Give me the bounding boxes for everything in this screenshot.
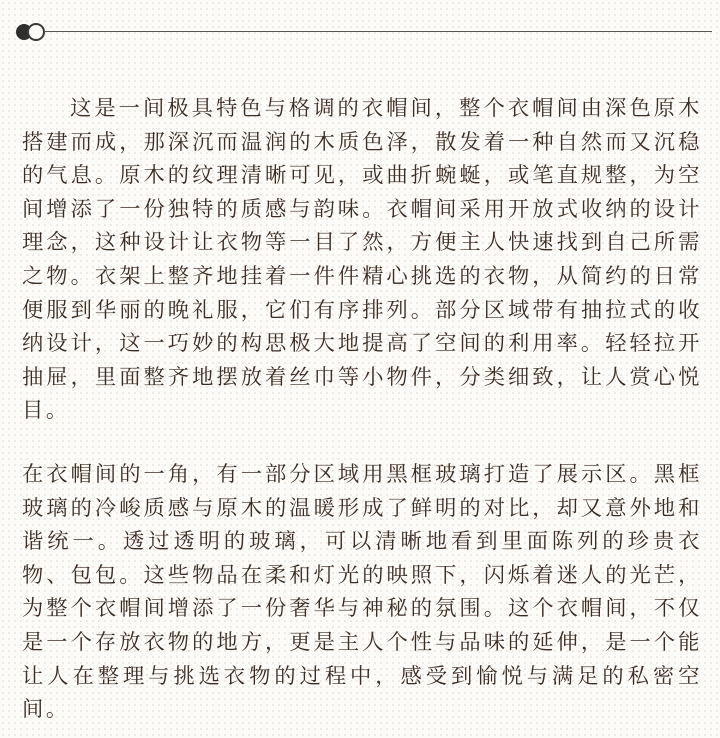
article-body [22,92,702,727]
header-divider [12,20,712,44]
divider-line [44,31,712,32]
paragraph-display-area: 在衣帽间的一角，有一部分区域用黑框玻璃打造了展示区。黑框玻璃的冷峻质感与原木的温暖形成了鲜明的对比，却又意外地和谐统一。透过透明的玻璃，可以清晰地看到里面陈列的珍贵衣物、包包。这些物品在柔和灯光的映照下，闪烁着迷人的光芒，为整个衣帽间增添了一份奢华与神秘的氛围。这个衣帽间，不仅是一个存放衣物的地方，更是主人个性与品味的延伸，是一个能让人在整理与挑选衣物的过程中，感受到愉悦与满足的私密空间。 [22,461,702,723]
ring-circle-icon [27,23,45,41]
paragraph-wardrobe-description: 这是一间极具特色与格调的衣帽间，整个衣帽间由深色原木搭建而成，那深沉而温润的木质色泽，散发着一种自然而又沉稳的气息。原木的纹理清晰可见，或曲折蜿蜒，或笔直规整，为空间增添了一份独特的质感与韵味。衣帽间采用开放式收纳的设计理念，这种设计让衣物等一目了然，方便主人快速找到自己所需之物。衣架上整齐地挂着一件件精心挑选的衣物，从简约的日常便服到华丽的晚礼服，它们有序排列。部分区域带有抽拉式的收纳设计，这一巧妙的构思极大地提高了空间的利用率。轻轻拉开抽屉，里面整齐地摆放着丝巾等小物件，分类细致，让人赏心悦目。 [22,96,702,424]
